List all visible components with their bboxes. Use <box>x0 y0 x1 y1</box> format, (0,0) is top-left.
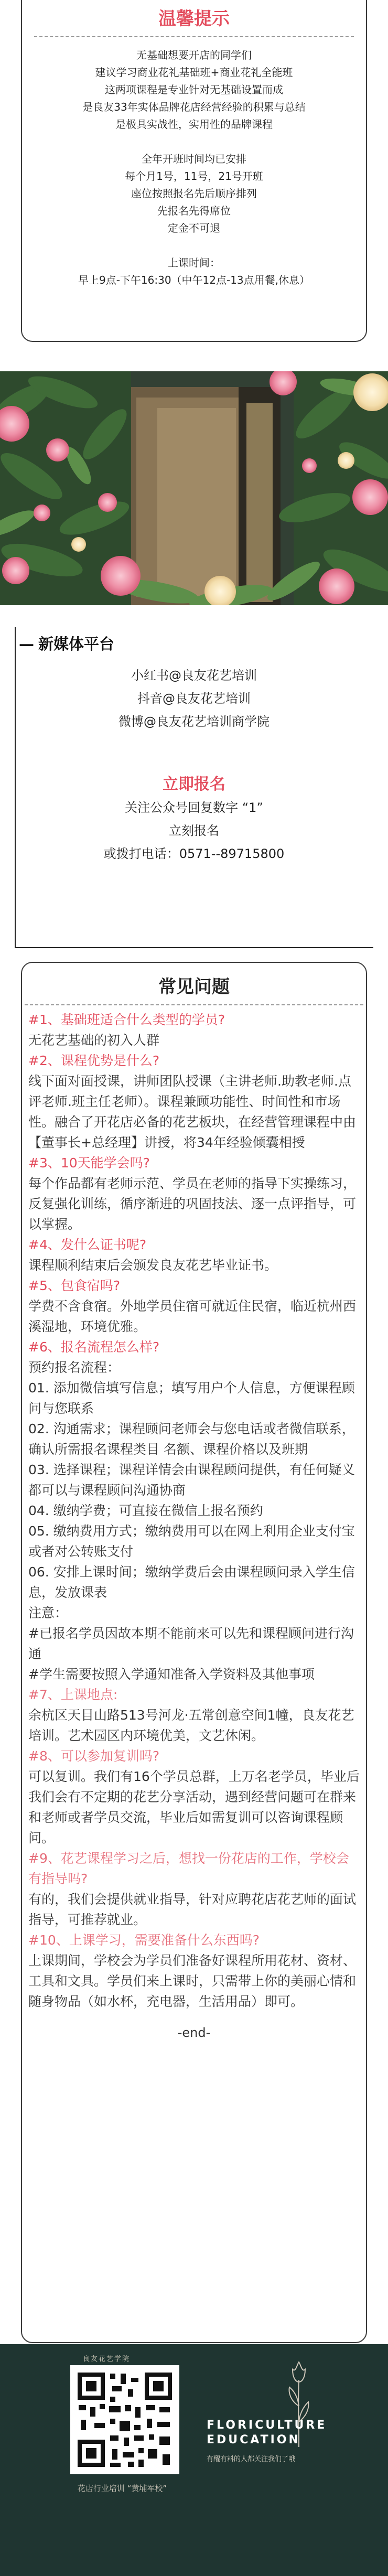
notice-line: 每个月1号，11号，21号开班 <box>125 170 263 183</box>
notice-title: 温馨提示 <box>158 8 230 29</box>
douyin-account: 抖音@良友花艺培训 <box>137 691 251 706</box>
heading-bar-icon: — <box>19 635 34 653</box>
notice-line: 是极具实战性，实用性的品牌课程 <box>115 118 273 131</box>
notice-line: 全年开班时间均已安排 <box>142 153 246 165</box>
faq-question: #7、上课地点: <box>28 1687 118 1702</box>
register-title: 立即报名 <box>163 775 225 793</box>
faq-answer: 每个作品都有老师示范、学员在老师的指导下实操练习，反复强化训练，循序渐进的巩固技法、逐一点评指导，可以掌握。 <box>28 1176 357 1232</box>
faq-question: #3、10天能学会吗? <box>28 1155 150 1171</box>
register-phone[interactable]: 或拨打电话：0571--89715800 <box>103 846 285 861</box>
notice-line: 建议学习商业花礼基础班+商业花礼全能班 <box>95 66 293 79</box>
end-mark: -end- <box>177 2025 211 2040</box>
faq-question: #8、可以参加复训吗? <box>28 1748 160 1764</box>
qr-code-icon <box>76 2370 174 2469</box>
faq-question: #6、报名流程怎么样? <box>28 1339 160 1355</box>
faq-question: #10、上课学习，需要准备什么东西吗? <box>28 1933 260 1948</box>
faq-question: #1、基础班适合什么类型的学员? <box>28 1012 225 1027</box>
footer-subtitle: 有醒有料的人都关注我们了哦 <box>207 2455 296 2463</box>
faq-question: #5、包食宿吗? <box>28 1278 121 1293</box>
notice-line: 是良友33年实体品牌花店经营经验的积累与总结 <box>82 101 306 113</box>
notice-line: 上课时间： <box>168 256 220 269</box>
faq-question: #4、发什么证书呢? <box>28 1237 147 1252</box>
faq-answer: 线下面对面授课，讲师团队授课（主讲老师.助教老师.点评老师.班主任老师）。课程兼顾功能性、时间性和市场性。融合了开花店必备的花艺板块，在经营管理课程中由【董事长+总经理】讲授，将34年经验倾囊相授 <box>28 1074 357 1150</box>
notice-line: 这两项课程是专业针对无基础设置而成 <box>105 83 283 96</box>
notice-line: 座位按照报名先后顺序排列 <box>131 187 257 200</box>
xiaohongshu-account: 小红书@良友花艺培训 <box>131 668 257 683</box>
faq-answer: 课程顺利结束后会颁发良友花艺毕业证书。 <box>28 1258 278 1273</box>
faq-question: #9、花艺课程学习之后，想找一份花店的工作，学校会有指导吗? <box>28 1851 349 1886</box>
faq-answer: 上课期间，学校会为学员们准备好课程所用花材、资材、工具和文具。学员们来上课时，只需带上你的美丽心情和随身物品（如水杯，充电器，生活用品）即可。 <box>28 1953 357 2009</box>
new-media-heading <box>19 632 114 654</box>
register-line: 关注公众号回复数字 “1” <box>125 800 263 815</box>
footer <box>0 2344 388 2576</box>
notice-body <box>22 47 366 289</box>
register-line: 立刻报名 <box>169 823 219 838</box>
faq-answer: 余杭区天目山路513号河龙·五常创意空间1幢，良友花艺培训。艺术园区内环境优美，文艺休闲。 <box>28 1708 354 1743</box>
faq-answer: 可以复训。我们有16个学员总群，上万名老学员，毕业后我们会有不定期的花艺分享活动，遇到经营问题可在群来和老师或者学员交流，毕业后如需复训可以咨询课程顾问。 <box>28 1769 360 1845</box>
notice-line: 早上9点-下午16:30（中午12点-13点用餐,休息） <box>78 274 310 286</box>
faq-answer: 有的，我们会提供就业指导，针对应聘花店花艺师的面试指导，可推荐就业。 <box>28 1892 357 1927</box>
flower-shop-photo <box>0 371 388 605</box>
faq-title: 常见问题 <box>158 976 230 997</box>
new-media-label: 新媒体平台 <box>38 635 115 653</box>
notice-card <box>21 0 367 342</box>
flower-wall-illustration <box>0 371 388 605</box>
weibo-account: 微博@良友花艺培训商学院 <box>118 714 270 729</box>
notice-line: 定金不可退 <box>168 222 220 234</box>
faq-card <box>21 962 367 2343</box>
register-section <box>21 773 367 865</box>
footer-caption: 花店行业培训 “黄埔军校” <box>77 2484 167 2493</box>
faq-answer: 学费不含食宿。外地学员住宿可就近住民宿，临近杭州西溪湿地，环境优雅。 <box>28 1298 357 1334</box>
notice-line: 先报名先得席位 <box>157 205 231 217</box>
faq-question: #2、课程优势是什么? <box>28 1053 160 1068</box>
footer-brand: 良友花艺学院 <box>83 2355 131 2363</box>
faq-list <box>22 1005 366 2012</box>
social-accounts <box>21 664 367 733</box>
notice-divider <box>34 36 354 37</box>
faq-answer: 预约报名流程： 01. 添加微信填写信息；填写用户个人信息，方便课程顾问与您联系 02. 沟通需求；课程顾问老师会与您电话或者微信联系，确认所需报名课程类目 名额、课程价格以及班期 03. 选择课程；课程详情会由课程顾问提供，有任何疑义都可以与课程顾问沟通协商 04. 缴纳学费；可直接在微信上报名预约 05. 缴纳费用方式；缴纳费用可以在网上利用企业支付宝或者对公转账支付 06. 安排上课时间；缴纳学费后会由课程顾问录入学生信息，发放课表 注意： #已报名学员因故本期不能前来可以先和课程顾问进行沟通 #学生需要按照入学通知准备入学资料及其他事项 <box>28 1360 355 1682</box>
footer-title-line1: FLORICULTURE <box>207 2419 327 2432</box>
qr-code[interactable] <box>70 2365 179 2474</box>
notice-line: 无基础想要开店的同学们 <box>136 49 252 61</box>
faq-answer: 无花艺基础的初入人群 <box>28 1033 160 1048</box>
footer-title-line2: EDUCATION <box>207 2433 300 2446</box>
